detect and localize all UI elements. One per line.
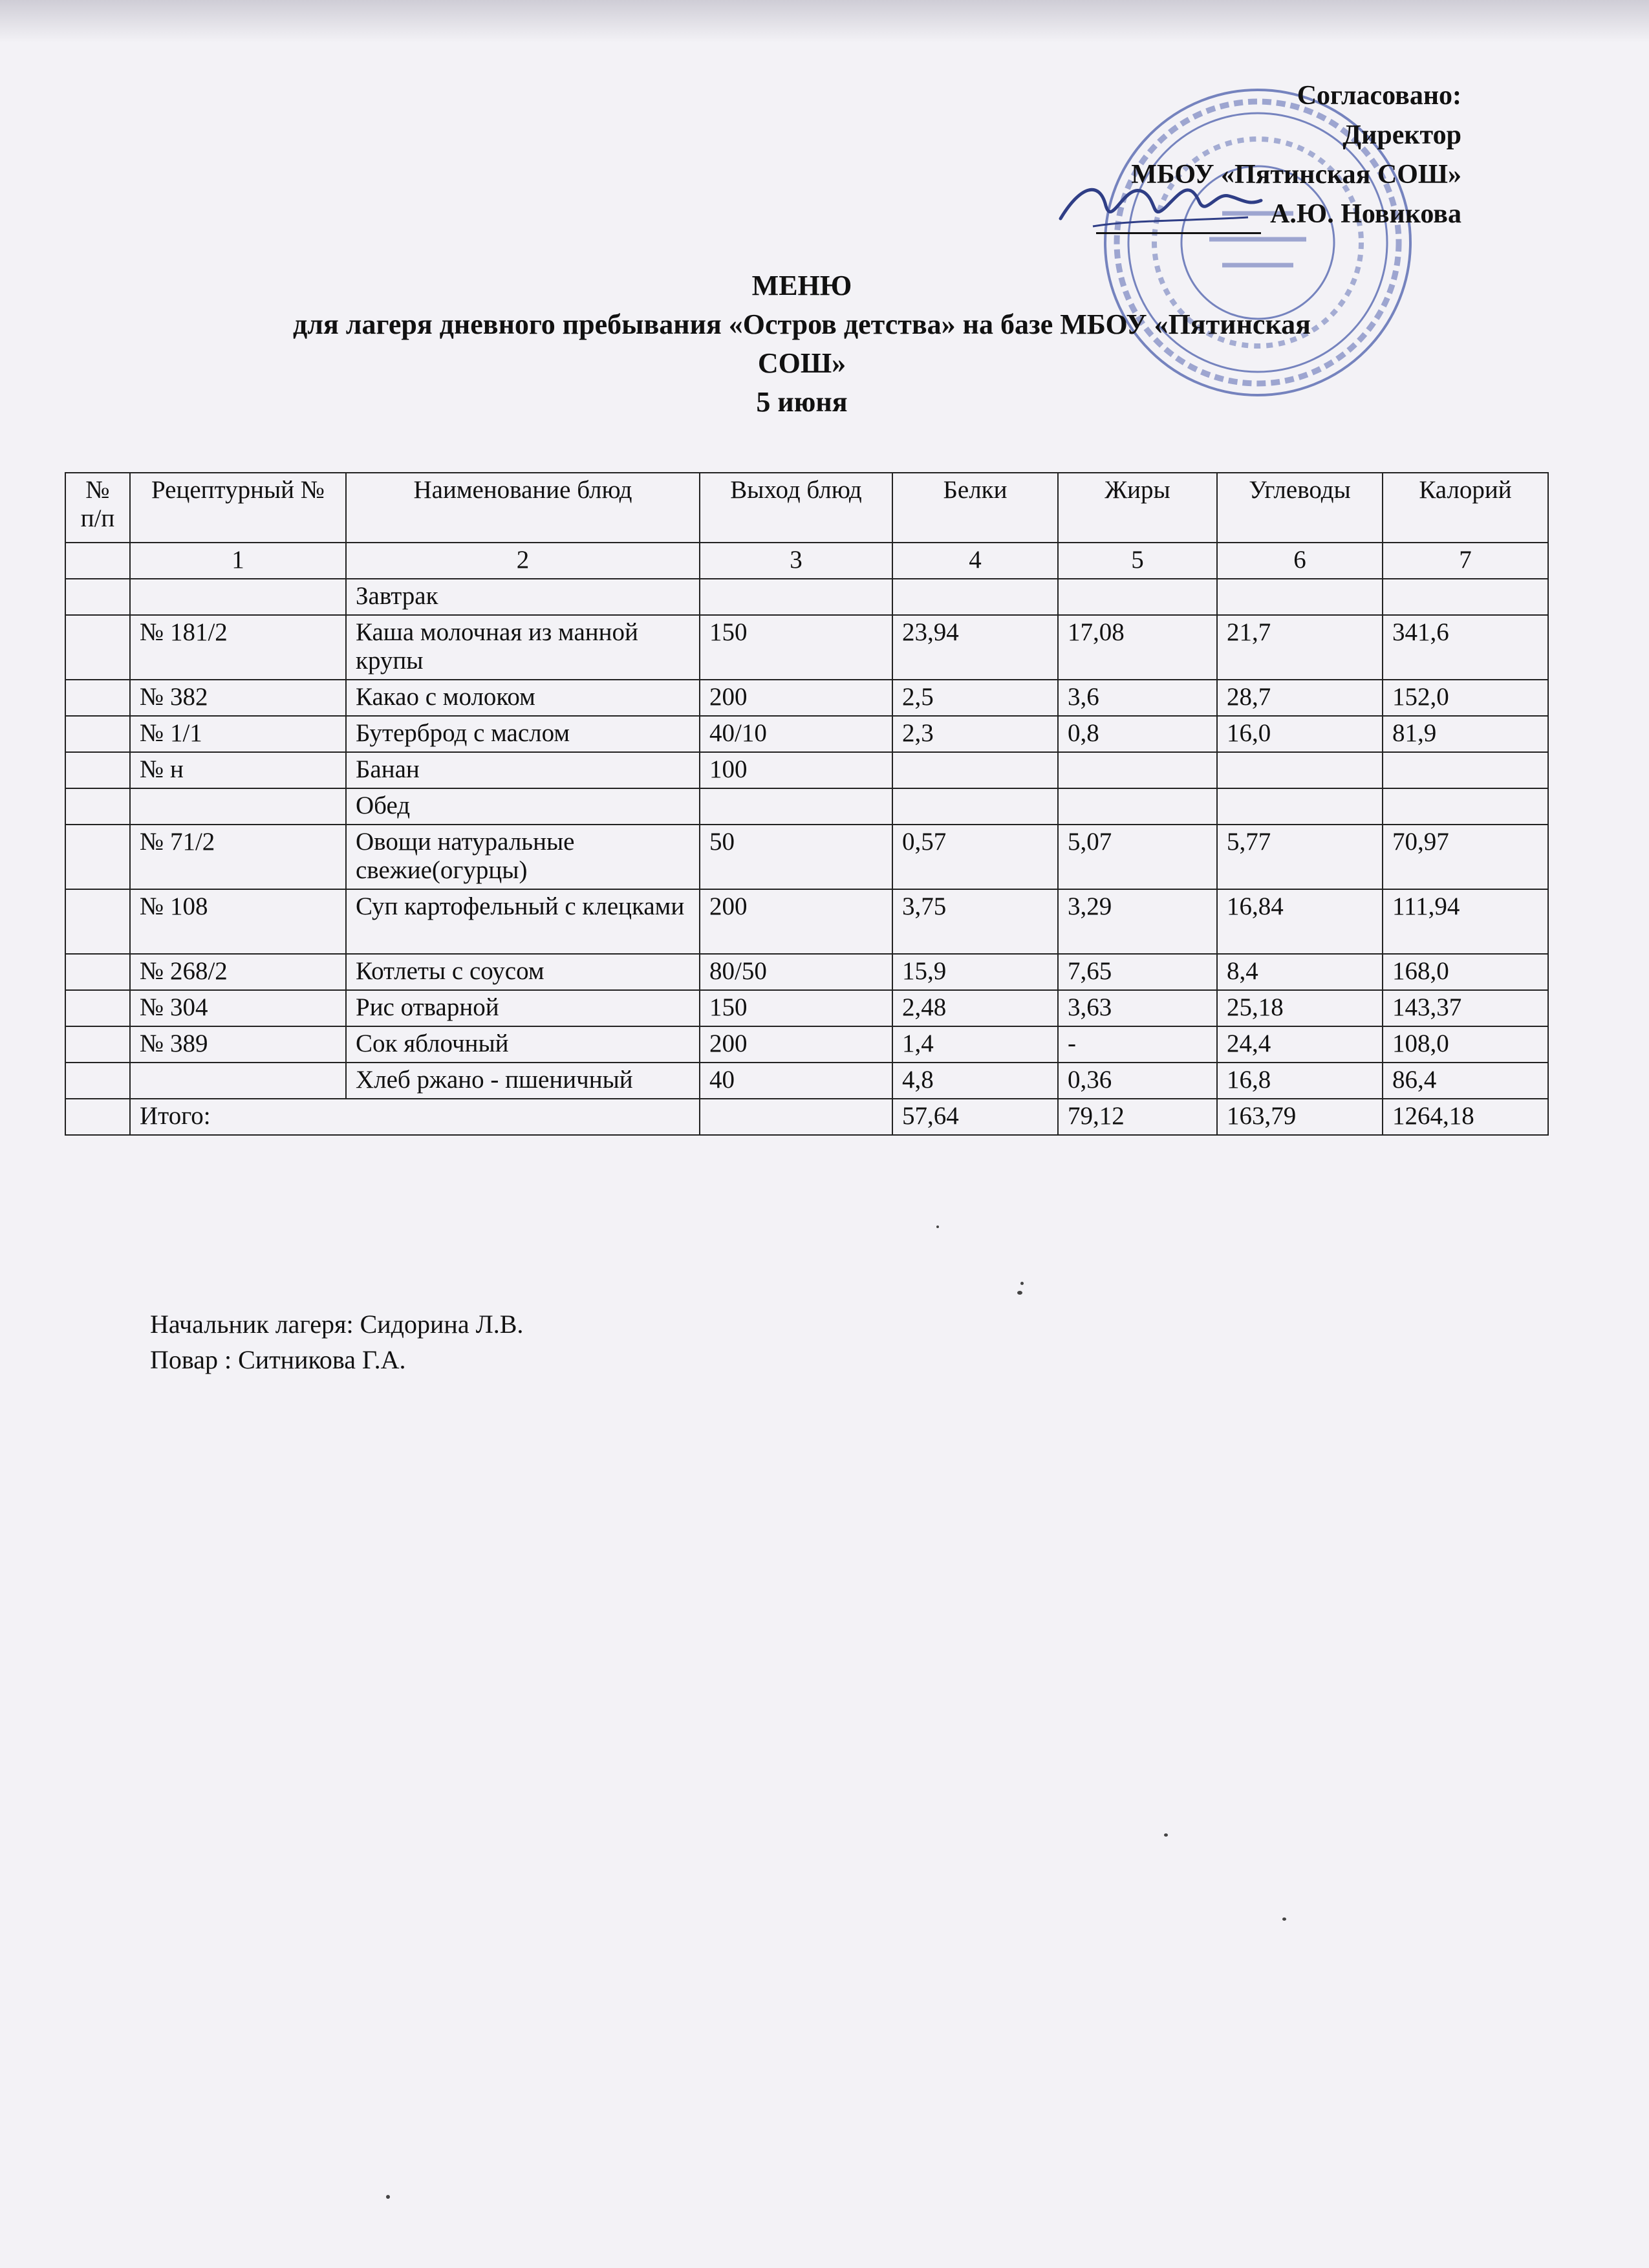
total-kcal: 1264,18 [1383,1099,1548,1135]
table-row [65,990,1548,1026]
table-row [65,1063,1548,1099]
table-row [65,954,1548,990]
fat-cell: 3,63 [1058,990,1217,1026]
protein-cell: 3,75 [892,889,1058,954]
kcal-cell: 341,6 [1383,615,1548,680]
column-number-cell: 5 [1058,543,1217,579]
output-cell: 100 [700,752,892,788]
approval-signatory [879,195,1461,234]
carbs-cell: 16,0 [1217,716,1383,752]
approval-heading: Согласовано: [1297,81,1461,111]
column-number-cell [65,543,130,579]
fat-cell: 3,6 [1058,680,1217,716]
title-subtitle: для лагеря дневного пребывания «Остров детства» на базе МБОУ «Пятинская [293,308,1311,340]
kcal-cell: 108,0 [1383,1026,1548,1063]
section-row-breakfast [65,579,1548,615]
total-row [65,1099,1548,1135]
recipe-cell: № 1/1 [130,716,346,752]
dish-name-cell: Рис отварной [346,990,700,1026]
cook-line: Повар : Ситникова Г.А. [150,1345,406,1374]
table-row [65,889,1548,954]
carbs-cell: 8,4 [1217,954,1383,990]
dish-name-cell: Бутерброд с маслом [346,716,700,752]
kcal-cell: 81,9 [1383,716,1548,752]
dish-name-cell: Каша молочная из манной крупы [346,615,700,680]
table-row [65,752,1548,788]
title-main: МЕНЮ [751,270,852,301]
protein-cell: 0,57 [892,825,1058,889]
output-cell: 150 [700,990,892,1026]
output-cell: 40/10 [700,716,892,752]
column-number-row [65,543,1548,579]
header-kcal: Калорий [1383,473,1548,543]
camp-head-line: Начальник лагеря: Сидорина Л.В. [150,1310,524,1339]
table-row [65,716,1548,752]
fat-cell: 0,8 [1058,716,1217,752]
kcal-cell: 168,0 [1383,954,1548,990]
header-index: № п/п [65,473,130,543]
output-cell: 200 [700,889,892,954]
table-row [65,825,1548,889]
protein-cell: 4,8 [892,1063,1058,1099]
output-cell: 50 [700,825,892,889]
output-cell: 150 [700,615,892,680]
dish-name-cell: Котлеты с соусом [346,954,700,990]
recipe-cell: № 304 [130,990,346,1026]
output-cell: 40 [700,1063,892,1099]
scan-speck [1282,1917,1286,1921]
dish-name-cell: Суп картофельный с клецками [346,889,700,954]
total-protein: 57,64 [892,1099,1058,1135]
carbs-cell: 5,77 [1217,825,1383,889]
dish-name-cell: Овощи натуральные свежие(огурцы) [346,825,700,889]
kcal-cell: 152,0 [1383,680,1548,716]
dish-name-cell: Хлеб ржано - пшеничный [346,1063,700,1099]
table-row [65,615,1548,680]
footer-signatures [150,1306,523,1377]
header-fat: Жиры [1058,473,1217,543]
output-cell: 200 [700,1026,892,1063]
column-number-cell: 1 [130,543,346,579]
table-row [65,1026,1548,1063]
column-number-cell: 2 [346,543,700,579]
carbs-cell: 24,4 [1217,1026,1383,1063]
table-row [65,680,1548,716]
carbs-cell: 21,7 [1217,615,1383,680]
scan-speck [1164,1833,1168,1837]
kcal-cell: 111,94 [1383,889,1548,954]
fat-cell: 17,08 [1058,615,1217,680]
header-carbs: Углеводы [1217,473,1383,543]
protein-cell: 2,5 [892,680,1058,716]
recipe-cell: № 389 [130,1026,346,1063]
section-label: Обед [346,788,700,825]
protein-cell [892,752,1058,788]
header-row [65,473,1548,543]
dish-name-cell: Банан [346,752,700,788]
output-cell: 200 [700,680,892,716]
recipe-cell: № 108 [130,889,346,954]
signature-line [1096,206,1261,234]
recipe-cell: № н [130,752,346,788]
carbs-cell [1217,752,1383,788]
header-dish-name: Наименование блюд [346,473,700,543]
title-date: 5 июня [756,386,848,418]
scan-edge [0,0,1649,43]
signatory-name: А.Ю. Новикова [1270,199,1461,229]
output-cell: 80/50 [700,954,892,990]
column-number-cell: 4 [892,543,1058,579]
kcal-cell: 70,97 [1383,825,1548,889]
header-output: Выход блюд [700,473,892,543]
section-row-lunch [65,788,1548,825]
menu-table [65,472,1549,1136]
column-number-cell: 3 [700,543,892,579]
carbs-cell: 28,7 [1217,680,1383,716]
dish-name-cell: Сок яблочный [346,1026,700,1063]
recipe-cell [130,1063,346,1099]
total-fat: 79,12 [1058,1099,1217,1135]
protein-cell: 2,3 [892,716,1058,752]
fat-cell: 7,65 [1058,954,1217,990]
kcal-cell: 86,4 [1383,1063,1548,1099]
header-protein: Белки [892,473,1058,543]
approval-block [879,76,1461,234]
fat-cell: 5,07 [1058,825,1217,889]
scan-speck [936,1226,939,1228]
column-number-cell: 6 [1217,543,1383,579]
scan-speck [1020,1282,1024,1285]
scan-speck [1017,1291,1022,1295]
protein-cell: 23,94 [892,615,1058,680]
approval-organization: МБОУ «Пятинская СОШ» [1131,160,1461,189]
scan-speck [386,2195,390,2199]
protein-cell: 1,4 [892,1026,1058,1063]
approval-position: Директор [1342,120,1461,150]
protein-cell: 15,9 [892,954,1058,990]
kcal-cell: 143,37 [1383,990,1548,1026]
carbs-cell: 25,18 [1217,990,1383,1026]
total-carbs: 163,79 [1217,1099,1383,1135]
recipe-cell: № 268/2 [130,954,346,990]
recipe-cell: № 382 [130,680,346,716]
recipe-cell: № 71/2 [130,825,346,889]
fat-cell [1058,752,1217,788]
fat-cell: 3,29 [1058,889,1217,954]
section-label: Завтрак [346,579,700,615]
kcal-cell [1383,752,1548,788]
document-title [142,266,1461,422]
carbs-cell: 16,84 [1217,889,1383,954]
header-recipe: Рецептурный № [130,473,346,543]
carbs-cell: 16,8 [1217,1063,1383,1099]
total-label: Итого: [130,1099,700,1135]
title-subtitle-cont: СОШ» [757,347,846,379]
recipe-cell: № 181/2 [130,615,346,680]
fat-cell: 0,36 [1058,1063,1217,1099]
dish-name-cell: Какао с молоком [346,680,700,716]
fat-cell: - [1058,1026,1217,1063]
column-number-cell: 7 [1383,543,1548,579]
protein-cell: 2,48 [892,990,1058,1026]
